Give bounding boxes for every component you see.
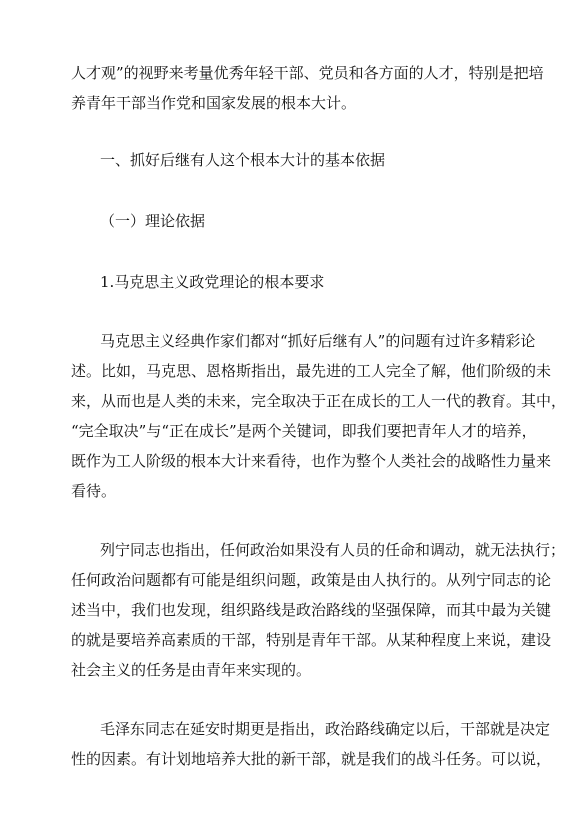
text-line: 性的因素。有计划地培养大批的新干部，就是我们的战斗任务。可以说， — [71, 750, 552, 768]
text-line: 既作为工人阶级的根本大计来看待，也作为整个人类社会的战略性力量来 — [71, 452, 552, 470]
text-line: 人才观”的视野来考量优秀年轻干部、党员和各方面的人才，特别是把培 — [71, 64, 544, 82]
text-line: 的就是要培养高素质的干部，特别是青年干部。从某种程度上来说，建设 — [71, 631, 552, 649]
text-line: 列宁同志也指出，任何政治如果没有人员的任命和调动，就无法执行； — [100, 541, 566, 559]
text-line: 任何政治问题都有可能是组织问题，政策是由人执行的。从列宁同志的论 — [71, 571, 552, 589]
text-line: 述当中，我们也发现，组织路线是政治路线的坚强保障，而其中最为关键 — [71, 601, 552, 619]
text-line: “完全取决”与“正在成长”是两个关键词，即我们要把青年人才的培养， — [71, 422, 537, 440]
text-line: 述。比如，马克思、恩格斯指出，最先进的工人完全了解，他们阶级的未 — [71, 362, 552, 380]
text-line: 毛泽东同志在延安时期更是指出，政治路线确定以后，干部就是决定 — [100, 720, 551, 738]
text-line: 马克思主义经典作家们都对“抓好后继有人”的问题有过许多精彩论 — [100, 332, 536, 350]
text-line: 养青年干部当作党和国家发展的根本大计。 — [71, 94, 357, 112]
section-heading: 一、抓好后继有人这个根本大计的基本依据 — [100, 151, 386, 169]
text-line: 社会主义的任务是由青年来实现的。 — [71, 661, 312, 679]
subsection-heading: （一）理论依据 — [100, 212, 206, 230]
text-line: 来，从而也是人类的未来，完全取决于正在成长的工人一代的教育。其中， — [71, 392, 567, 410]
text-line: 看待。 — [71, 482, 117, 500]
sub-subsection-heading: 1.马克思主义政党理论的根本要求 — [100, 273, 325, 291]
